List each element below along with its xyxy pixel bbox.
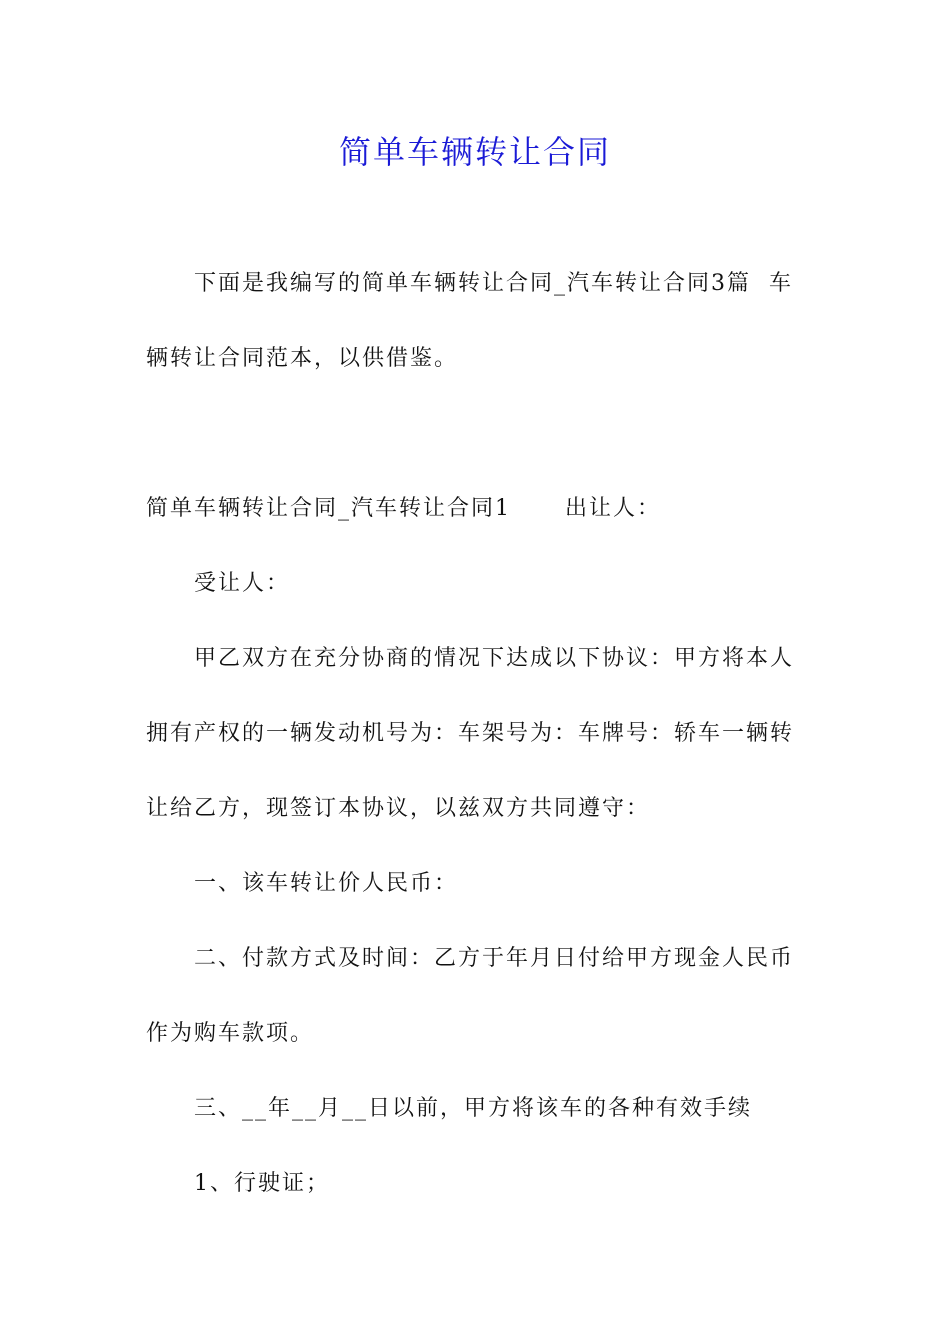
intro-line-1: 下面是我编写的简单车辆转让合同_汽车转让合同3篇 车 — [194, 271, 793, 296]
document-title: 简单车辆转让合同 — [338, 133, 611, 171]
clause-one: 一、该车转让价人民币： — [194, 871, 459, 896]
assignee-line: 受让人： — [194, 571, 291, 596]
section-heading: 简单车辆转让合同_汽车转让合同1 出让人： — [146, 496, 661, 521]
clause-two-line-1: 二、付款方式及时间：乙方于年月日付给甲方现金人民币 — [194, 946, 795, 971]
clause-two-line-2: 作为购车款项。 — [146, 1021, 315, 1046]
paragraph-line-1: 甲乙双方在充分协商的情况下达成以下协议：甲方将本人 — [194, 646, 795, 671]
intro-line-2: 辆转让合同范本，以供借鉴。 — [146, 346, 459, 371]
paragraph-line-2: 拥有产权的一辆发动机号为：车架号为：车牌号：轿车一辆转 — [146, 721, 795, 746]
paragraph-line-3: 让给乙方，现签订本协议，以兹双方共同遵守： — [146, 796, 651, 821]
clause-three: 三、__年__月__日以前，甲方将该车的各种有效手续 — [194, 1096, 753, 1121]
list-item-driving-license: 1、行驶证； — [194, 1171, 330, 1196]
